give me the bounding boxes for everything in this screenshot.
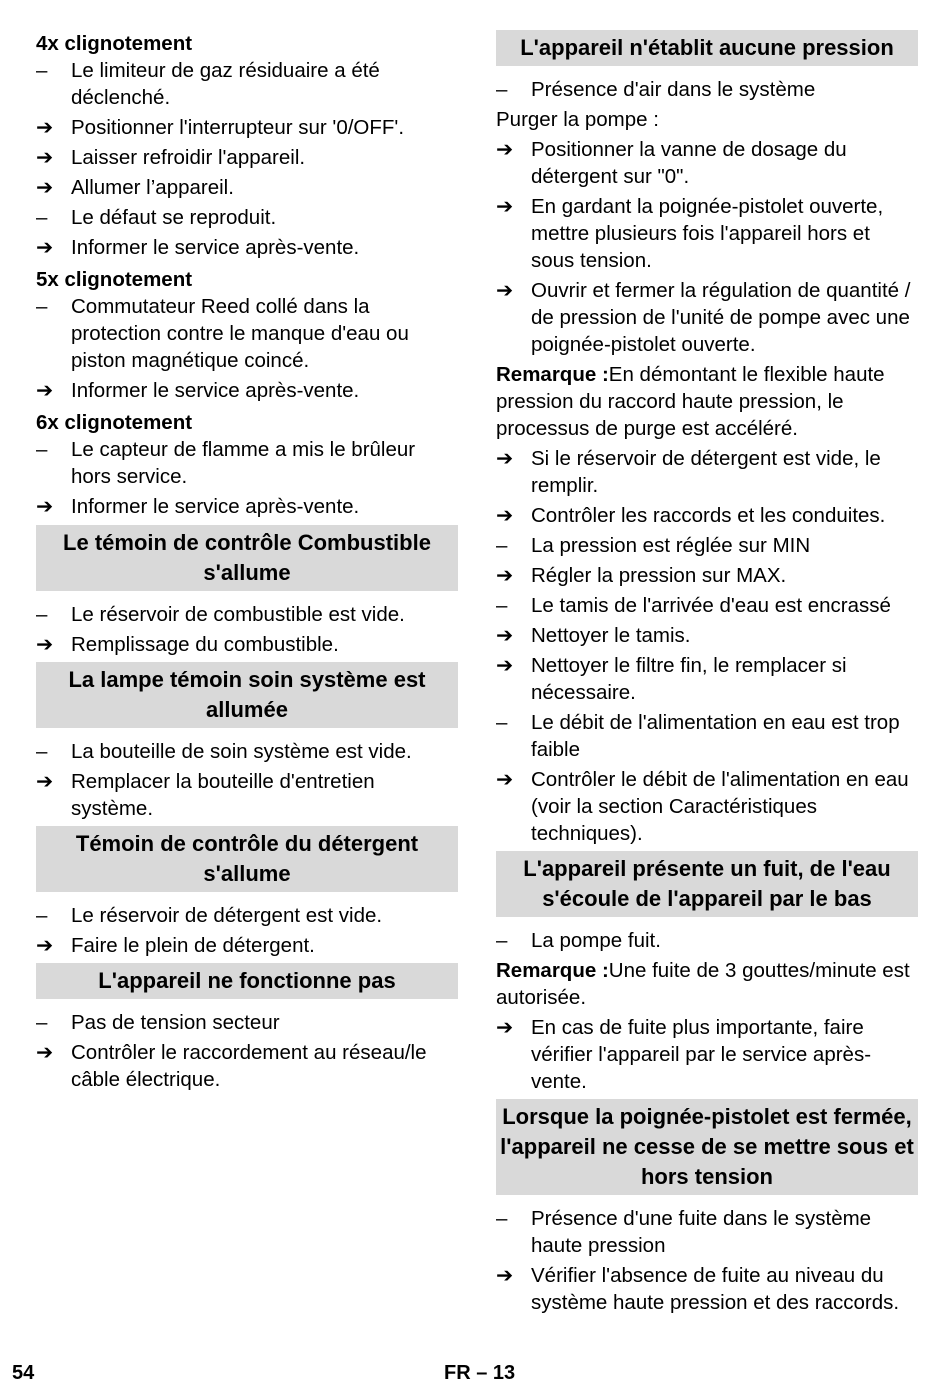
arrow-icon: ➔ [36,236,54,259]
list-item [36,114,458,141]
list-item-text: Si le réservoir de détergent est vide, le remplir. [531,447,881,497]
blink-5x-list [36,293,458,404]
list-item-text: Allumer l’appareil. [71,176,234,199]
arrow-icon: ➔ [496,1016,514,1039]
list-item-text: Remplissage du combustible. [71,633,339,656]
section-leak-list-a [496,927,918,954]
list-item [36,1009,458,1036]
list-item-text: Régler la pression sur MAX. [531,564,787,587]
list-item [36,204,458,231]
arrow-icon: ➔ [496,279,514,302]
arrow-icon: ➔ [496,447,514,470]
list-item [496,76,918,103]
list-item-text: Le réservoir de combustible est vide. [71,603,405,626]
section-system-care-heading: La lampe témoin soin système est allumée [36,662,458,728]
section-no-pressure-list-c [496,445,918,847]
note-text: Une fuite de 3 gouttes/minute est autorisée. [496,959,910,1009]
arrow-icon: ➔ [496,504,514,527]
note-purge [496,361,918,442]
arrow-icon: ➔ [36,633,54,656]
arrow-icon: ➔ [36,770,54,793]
list-item-text: Positionner la vanne de dosage du détergent sur "0". [531,138,847,188]
section-no-pressure-list-a [496,76,918,103]
list-item [36,601,458,628]
blink-5x-title: 5x clignotement [36,268,193,291]
list-item [36,144,458,171]
section-not-working-list [36,1009,458,1093]
section-cycling-heading: Lorsque la poignée-pistolet est fermée, l'appareil ne cesse de se mettre sous et hors tension [496,1099,918,1195]
note-text: En démontant le flexible haute pression du raccord haute pression, le processus de purge est accéléré. [496,363,885,440]
blink-6x-group [36,409,458,520]
arrow-icon: ➔ [496,195,514,218]
section-detergent-indicator-heading: Témoin de contrôle du détergent s'allume [36,826,458,892]
list-item-text: La bouteille de soin système est vide. [71,740,412,763]
list-item [496,592,918,619]
arrow-icon: ➔ [36,495,54,518]
dash-icon: – [496,711,508,734]
list-item-text: Contrôler les raccords et les conduites. [531,504,886,527]
list-item-text: Contrôler le raccordement au réseau/le câble électrique. [71,1041,427,1091]
arrow-icon: ➔ [36,1041,54,1064]
dash-icon: – [496,1207,508,1230]
arrow-icon: ➔ [496,138,514,161]
dash-icon: – [36,438,48,461]
arrow-icon: ➔ [36,176,54,199]
right-column [496,30,918,1319]
list-item [36,1039,458,1093]
arrow-icon: ➔ [496,564,514,587]
list-item [36,768,458,822]
list-item [36,234,458,261]
list-item-text: Informer le service après-vente. [71,495,360,518]
list-item [496,927,918,954]
list-item-text: Remplacer la bouteille d'entretien système. [71,770,375,820]
list-item [36,631,458,658]
list-item [36,493,458,520]
note-label: Remarque : [496,363,609,386]
list-item-text: Pas de tension secteur [71,1011,280,1034]
list-item-text: En gardant la poignée-pistolet ouverte, mettre plusieurs fois l'appareil hors et sous tension. [531,195,884,272]
section-leak-list-b [496,1014,918,1095]
list-item [496,193,918,274]
dash-icon: – [496,929,508,952]
blink-4x-list [36,57,458,261]
list-item [496,445,918,499]
page-number: 54 [12,1362,35,1384]
list-item-text: Faire le plein de détergent. [71,934,315,957]
list-item [496,1014,918,1095]
list-item-text: La pompe fuit. [531,929,661,952]
list-item-text: Le limiteur de gaz résiduaire a été déclenché. [71,59,380,109]
list-item-text: Le défaut se reproduit. [71,206,277,229]
list-item [496,766,918,847]
section-system-care-list [36,738,458,822]
dash-icon: – [36,740,48,763]
section-no-pressure-heading: L'appareil n'établit aucune pression [496,30,918,66]
list-item-text: Contrôler le débit de l'alimentation en eau (voir la section Caractéristiques techniques). [531,768,909,845]
list-item-text: Le réservoir de détergent est vide. [71,904,383,927]
arrow-icon: ➔ [36,116,54,139]
list-item-text: Vérifier l'absence de fuite au niveau du système haute pression et des raccords. [531,1264,900,1314]
list-item [36,377,458,404]
list-item-text: Positionner l'interrupteur sur '0/OFF'. [71,116,405,139]
list-item [496,622,918,649]
list-item [36,738,458,765]
section-fuel-indicator-heading: Le témoin de contrôle Combustible s'allume [36,525,458,591]
list-item-text: Ouvrir et fermer la régulation de quantité / de pression de l'unité de pompe avec une poignée-pistolet ouverte. [531,279,911,356]
list-item-text: Le débit de l'alimentation en eau est trop faible [531,711,900,761]
dash-icon: – [36,59,48,82]
arrow-icon: ➔ [36,934,54,957]
section-fuel-indicator-list [36,601,458,658]
dash-icon: – [496,594,508,617]
list-item [36,174,458,201]
dash-icon: – [36,206,48,229]
list-item-text: Nettoyer le tamis. [531,624,691,647]
list-item [36,932,458,959]
list-item [36,57,458,111]
dash-icon: – [496,534,508,557]
dash-icon: – [36,904,48,927]
list-item [496,562,918,589]
dash-icon: – [36,603,48,626]
arrow-icon: ➔ [496,1264,514,1287]
arrow-icon: ➔ [496,624,514,647]
list-item [36,436,458,490]
blink-6x-list [36,436,458,520]
list-item-text: Présence d'air dans le système [531,78,816,101]
dash-icon: – [36,295,48,318]
section-not-working-heading: L'appareil ne fonctionne pas [36,963,458,999]
list-item-text: Présence d'une fuite dans le système haute pression [531,1207,872,1257]
list-item [496,1205,918,1259]
arrow-icon: ➔ [496,768,514,791]
left-column [36,30,458,1096]
purge-pump-text: Purger la pompe : [496,108,659,131]
list-item [496,652,918,706]
section-no-pressure-list-b [496,136,918,358]
list-item-text: La pression est réglée sur MIN [531,534,811,557]
list-item-text: Commutateur Reed collé dans la protection contre le manque d'eau ou piston magnétique coincé. [71,295,409,372]
blink-4x-group [36,30,458,261]
section-detergent-indicator-list [36,902,458,959]
dash-icon: – [36,1011,48,1034]
list-item-text: Le capteur de flamme a mis le brûleur hors service. [71,438,416,488]
section-leak-heading: L'appareil présente un fuit, de l'eau s'écoule de l'appareil par le bas [496,851,918,917]
arrow-icon: ➔ [36,379,54,402]
blink-4x-title: 4x clignotement [36,32,193,55]
list-item [496,1262,918,1316]
list-item-text: Le tamis de l'arrivée d'eau est encrassé [531,594,891,617]
list-item-text: Informer le service après-vente. [71,379,360,402]
list-item-text: En cas de fuite plus importante, faire vérifier l'appareil par le service après-vente. [531,1016,872,1093]
section-page-label: FR – 13 [444,1362,516,1384]
dash-icon: – [496,78,508,101]
list-item [496,532,918,559]
list-item [496,502,918,529]
blink-5x-group [36,266,458,404]
section-cycling-list [496,1205,918,1316]
list-item-text: Informer le service après-vente. [71,236,360,259]
blink-6x-title: 6x clignotement [36,411,193,434]
note-label: Remarque : [496,959,609,982]
list-item [496,136,918,190]
list-item [496,277,918,358]
arrow-icon: ➔ [36,146,54,169]
list-item-text: Laisser refroidir l'appareil. [71,146,306,169]
list-item [36,293,458,374]
list-item [496,709,918,763]
list-item-text: Nettoyer le filtre fin, le remplacer si nécessaire. [531,654,847,704]
arrow-icon: ➔ [496,654,514,677]
note-leak [496,957,918,1011]
list-item [36,902,458,929]
